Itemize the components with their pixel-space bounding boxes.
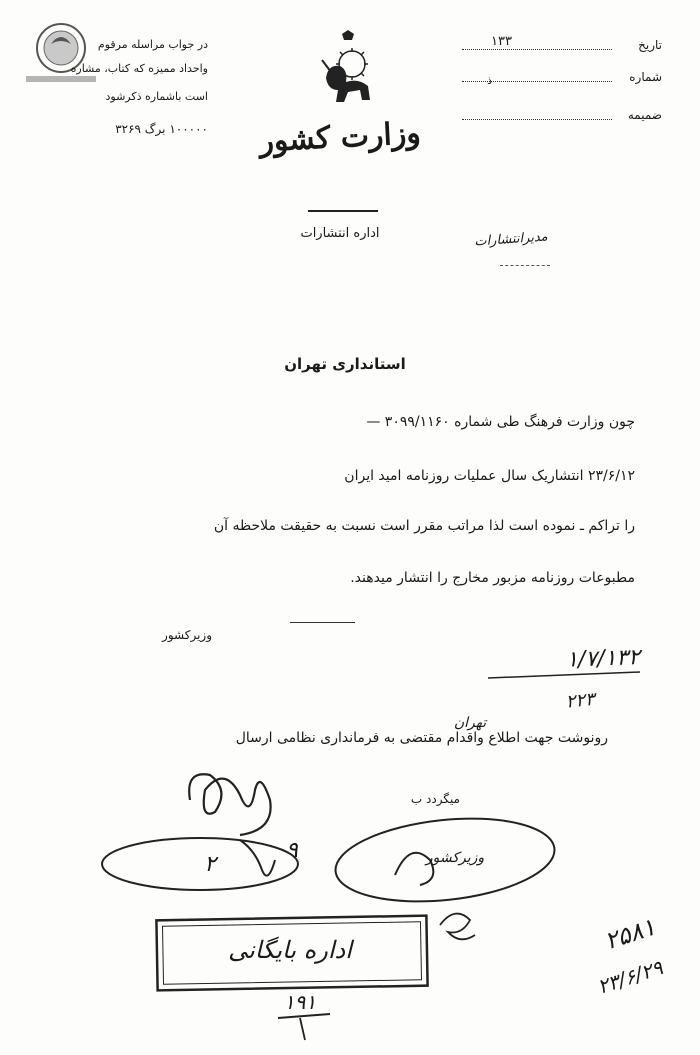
addressee: استانداری تهران bbox=[284, 355, 406, 373]
copy-note-line-2: میگردد ب bbox=[410, 792, 460, 806]
header-left-line3: است باشماره ذکرشود bbox=[105, 90, 208, 103]
handwritten-tehran: تهران bbox=[453, 715, 487, 731]
handwritten-date-3: ۲۳/۶/۲۹ bbox=[594, 955, 666, 999]
header-left-line1: در جواب مراسله مرقوم bbox=[97, 38, 208, 51]
handwritten-note-top: مدیرانتشارات bbox=[473, 229, 549, 250]
handwritten-number: ۲۵۸۱ bbox=[601, 912, 659, 956]
header-left-line4: ۱۰۰۰۰۰ برگ ۳۲۶۹ bbox=[115, 122, 208, 136]
ministry-title: وزارت کشور bbox=[258, 115, 422, 160]
oval-number: ۲ bbox=[204, 852, 216, 877]
number-value: ذ bbox=[487, 74, 492, 87]
body-line-3: را تراکم ـ نموده است لذا مراتب مقرر است نسبت به حقیقت ملاحظه آن bbox=[213, 518, 635, 534]
handwritten-date-1: ۱/۷/۱۳۲ bbox=[565, 645, 641, 673]
header-left-line2: واحداد ممیزه که کتاب، مشاره bbox=[70, 62, 208, 75]
oval-signature-label: وزیرکشور bbox=[425, 850, 485, 866]
archive-stamp-label: اداره بایگانی bbox=[228, 936, 352, 964]
body-line-2: ۲۳/۶/۱۲ انتشاریک سال عملیات روزنامه امید ایران bbox=[344, 468, 635, 484]
date-label: تاریخ bbox=[638, 38, 662, 52]
body-line-4: مطبوعات روزنامه مزبور مخارج را انتشار میدهند. bbox=[350, 570, 635, 586]
body-line-1: چون وزارت فرهنگ طی شماره ۳۰۹۹/۱۱۶۰ — bbox=[366, 414, 635, 430]
copy-note-line: رونوشت جهت اطلاع واقدام مقتضی به فرمانداری نظامی ارسال bbox=[235, 730, 608, 746]
attachment-label: ضمیمه bbox=[627, 108, 662, 122]
oval-number-2: ۹ bbox=[286, 838, 298, 863]
handwritten-date-2: ۲۲۳ bbox=[564, 688, 596, 713]
archive-stamp-number: ۱۹۱ bbox=[283, 990, 317, 1014]
minister-label: وزیرکشور bbox=[162, 628, 212, 642]
number-label: شماره bbox=[629, 70, 662, 84]
department-name: اداره انتشارات bbox=[300, 226, 380, 241]
date-value: ۱۳۳ bbox=[491, 34, 512, 49]
